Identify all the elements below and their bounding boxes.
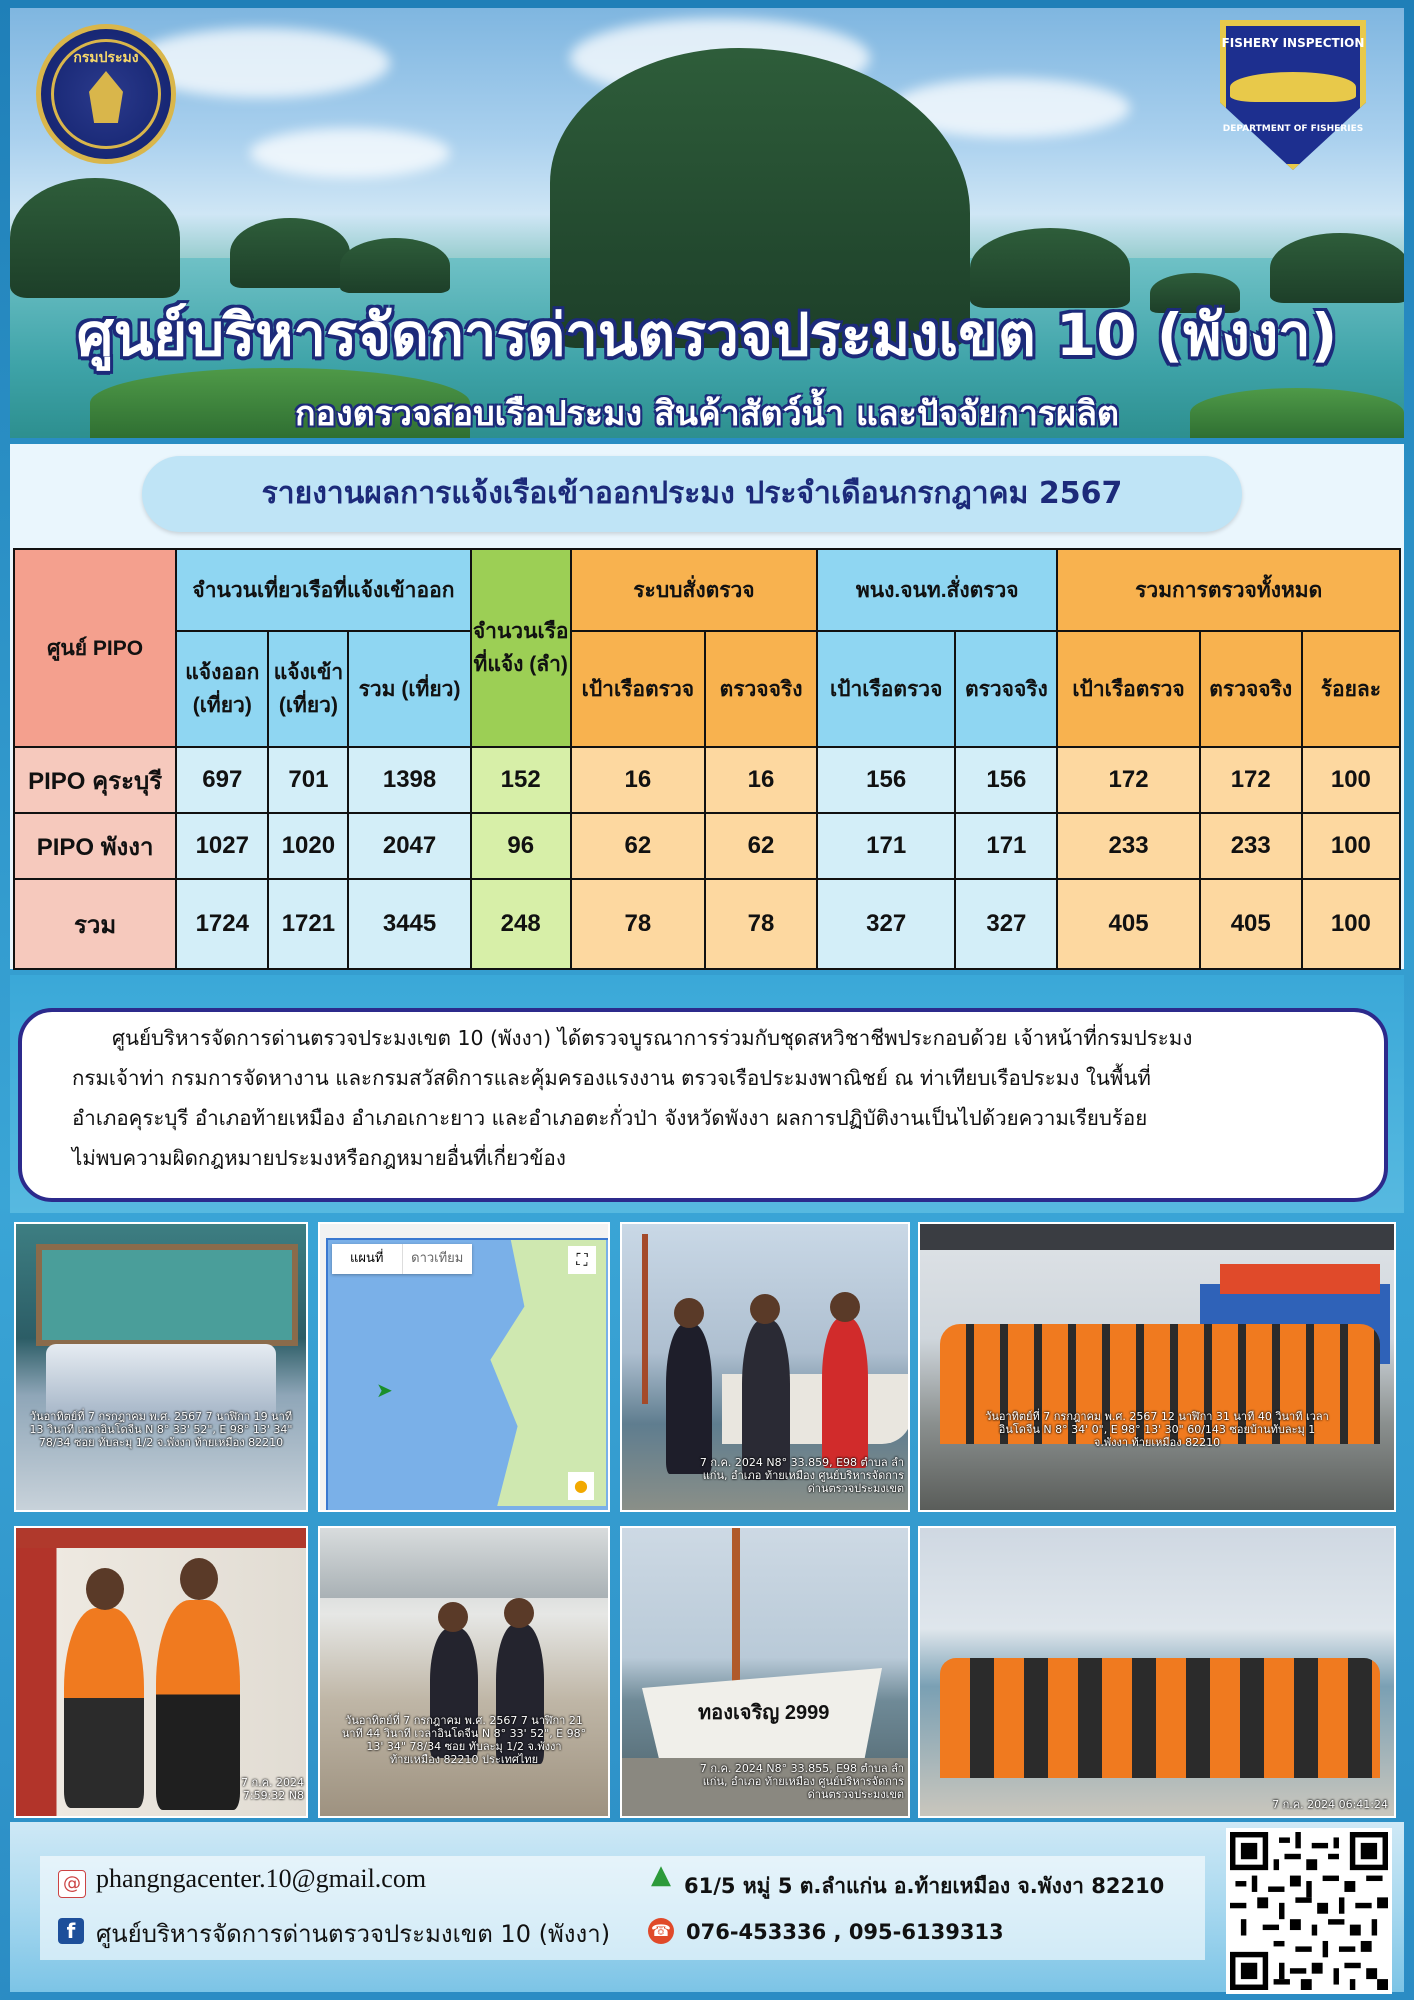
cell-out: 1027 (176, 813, 268, 879)
cell-total: 3445 (348, 879, 470, 969)
total-group-header: รวมการตรวจทั้งหมด (1057, 549, 1400, 631)
description-line: ศูนย์บริหารจัดการด่านตรวจประมงเขต 10 (พังงา) ได้ตรวจบูรณาการร่วมกับชุดสหวิชาชีพประกอบด้วย เจ้าหน้าที่กรมประมง (112, 1026, 1193, 1050)
photo-fishing-boat: ทองเจริญ 2999 7 ก.ค. 2024 N8° 33.855, E98 ตำบล ลำแก่น, อำเภอ ท้ายเหมือง ศูนย์บริหารจัดการด่านตรวจประมงเขต (620, 1526, 910, 1818)
photo-crew-pier: 7 ก.ค. 2024 06:41:24 (918, 1526, 1396, 1818)
page-subtitle: กองตรวจสอบเรือประมง สินค้าสัตว์น้ำ และปัจจัยการผลิต (294, 394, 1120, 434)
system-actual-header: ตรวจจริง (705, 631, 817, 747)
map-tab-map[interactable]: แผนที่ (332, 1244, 403, 1274)
cell-total: 2047 (348, 813, 470, 879)
col-center-header: ศูนย์ PIPO (14, 549, 176, 747)
island (340, 238, 450, 293)
map-tab-satellite[interactable]: ดาวเทียม (411, 1251, 464, 1266)
all-actual-header: ตรวจจริง (1200, 631, 1302, 747)
cell-all-actual: 172 (1200, 747, 1302, 813)
cell-all-actual: 405 (1200, 879, 1302, 969)
description-line: อำเภอคุระบุรี อำเภอท้ายเหมือง อำเภอเกาะยาว และอำเภอตะกั่วป่า จังหวัดพังงา ผลการปฏิบัติงานเป็นไปด้วยความเรียบร้อย (72, 1106, 1148, 1130)
cell-all-actual: 233 (1200, 813, 1302, 879)
location-pin-icon: ▲ (651, 1860, 671, 1890)
officer-target-header: เป้าเรือตรวจ (817, 631, 955, 747)
fishery-inspection-logo: FISHERY INSPECTION DEPARTMENT OF FISHERIES (1208, 20, 1378, 170)
photo-crew-group: วันอาทิตย์ที่ 7 กรกฎาคม พ.ศ. 2567 12 นาฬิกา 31 นาที 40 วินาที เวลาอินโดจีน N 8° 34' 0", E 98° 13' 30" 60/143 ซอยบ้านทับละมุ 1 จ.พังงา ท้ายเหมือง 82210 (918, 1222, 1396, 1512)
cell-sys-target: 62 (571, 813, 705, 879)
cell-boats: 248 (471, 879, 571, 969)
system-group-header: ระบบสั่งตรวจ (571, 549, 817, 631)
cell-off-actual: 156 (955, 747, 1057, 813)
map-tabs (332, 1244, 472, 1274)
report-title: รายงานผลการแจ้งเรือเข้าออกประมง ประจำเดือนกรกฎาคม 2567 (261, 476, 1123, 511)
cell-off-actual: 327 (955, 879, 1057, 969)
map-screenshot (318, 1222, 610, 1512)
phone-icon: ☎ (648, 1918, 674, 1944)
officer-group-header: พนง.จนท.สั่งตรวจ (817, 549, 1057, 631)
trips-out-header: แจ้งออก (เที่ยว) (176, 631, 268, 747)
inspection-table (13, 548, 1401, 970)
cell-all-target: 233 (1057, 813, 1199, 879)
trips-in-header: แจ้งเข้า (เที่ยว) (268, 631, 348, 747)
facebook-page-text[interactable]: ศูนย์บริหารจัดการด่านตรวจประมงเขต 10 (พังงา) (96, 1920, 611, 1948)
trips-group-header: จำนวนเที่ยวเรือที่แจ้งเข้าออก (176, 549, 470, 631)
cell-in: 1721 (268, 879, 348, 969)
street-view-icon[interactable]: ● (568, 1472, 594, 1500)
percent-header: ร้อยละ (1302, 631, 1400, 747)
cell-percent: 100 (1302, 879, 1400, 969)
island (10, 178, 180, 298)
cell-off-target: 171 (817, 813, 955, 879)
email-icon: @ (58, 1870, 86, 1898)
qr-code[interactable] (1226, 1828, 1392, 1994)
cell-off-actual: 171 (955, 813, 1057, 879)
address-text: 61/5 หมู่ 5 ต.ลำแก่น อ.ท้ายเหมือง จ.พังงา 82210 (684, 1874, 1165, 1898)
table-row (14, 747, 1400, 813)
cell-sys-actual: 62 (705, 813, 817, 879)
phone-text[interactable]: 076-453336 , 095-6139313 (686, 1920, 1004, 1944)
photo-officers-interview: 7 ก.ค. 2024 N8° 33.859, E98 ตำบล ลำแก่น, อำเภอ ท้ายเหมือง ศูนย์บริหารจัดการด่านตรวจประมงเขต (620, 1222, 910, 1512)
cell-percent: 100 (1302, 747, 1400, 813)
cell-total: 1398 (348, 747, 470, 813)
island (230, 218, 350, 288)
email-text[interactable]: phangngacenter.10@gmail.com (96, 1864, 427, 1893)
cell-in: 1020 (268, 813, 348, 879)
cell-sys-target: 78 (571, 879, 705, 969)
cell-in: 701 (268, 747, 348, 813)
cell-all-target: 405 (1057, 879, 1199, 969)
all-target-header: เป้าเรือตรวจ (1057, 631, 1199, 747)
cell-all-target: 172 (1057, 747, 1199, 813)
facebook-icon: f (58, 1918, 84, 1944)
photo-fish-hold: วันอาทิตย์ที่ 7 กรกฎาคม พ.ศ. 2567 7 นาฬิกา 19 นาที 13 วินาที เวลาอินโดจีน N 8° 33' 52", E 98° 13' 34" 78/34 ซอย ทับละมุ 1/2 จ.พังงา ท้ายเหมือง 82210 (14, 1222, 308, 1512)
cell-sys-actual: 78 (705, 879, 817, 969)
boat-name: ทองเจริญ 2999 (698, 1702, 830, 1724)
row-name: รวม (14, 879, 176, 969)
officer-actual-header: ตรวจจริง (955, 631, 1057, 747)
photo-document-check: วันอาทิตย์ที่ 7 กรกฎาคม พ.ศ. 2567 7 นาฬิกา 21 นาที 44 วินาที เวลาอินโดจีน N 8° 33' 52", E 98° 13' 34" 78/34 ซอย ทับละมุ 1/2 จ.พังงา ท้ายเหมือง 82210 ประเทศไทย (318, 1526, 610, 1818)
description-line: กรมเจ้าท่า กรมการจัดหางาน และกรมสวัสดิการและคุ้มครองแรงงาน ตรวจเรือประมงพาณิชย์ ณ ท่าเทียบเรือประมง ในพื้นที่ (72, 1066, 1151, 1090)
description-text (72, 1018, 1332, 1178)
cell-out: 697 (176, 747, 268, 813)
cell-sys-actual: 16 (705, 747, 817, 813)
cell-sys-target: 16 (571, 747, 705, 813)
row-name: PIPO พังงา (14, 813, 176, 879)
department-of-fisheries-logo: กรมประมง (36, 24, 176, 164)
cell-percent: 100 (1302, 813, 1400, 879)
table-row-total (14, 879, 1400, 969)
cell-out: 1724 (176, 879, 268, 969)
row-name: PIPO คุระบุรี (14, 747, 176, 813)
qr-code-pattern (1230, 1832, 1388, 1990)
boats-header: จำนวนเรือที่แจ้ง (ลำ) (471, 549, 571, 747)
trips-total-header: รวม (เที่ยว) (348, 631, 470, 747)
cloud (250, 128, 450, 178)
photo-two-crew: 7 ก.ค. 2024 7:59:32 N8 (14, 1526, 308, 1818)
system-target-header: เป้าเรือตรวจ (571, 631, 705, 747)
cell-boats: 152 (471, 747, 571, 813)
fullscreen-icon[interactable]: ⛶ (568, 1246, 596, 1274)
description-line: ไม่พบความผิดกฎหมายประมงหรือกฎหมายอื่นที่เกี่ยวข้อง (72, 1146, 566, 1170)
cell-off-target: 327 (817, 879, 955, 969)
cell-boats: 96 (471, 813, 571, 879)
page-title: ศูนย์บริหารจัดการด่านตรวจประมงเขต 10 (พังงา) (76, 301, 1338, 369)
cell-off-target: 156 (817, 747, 955, 813)
location-arrow-icon: ➤ (376, 1378, 393, 1402)
table-row (14, 813, 1400, 879)
report-title-pill (142, 456, 1242, 532)
